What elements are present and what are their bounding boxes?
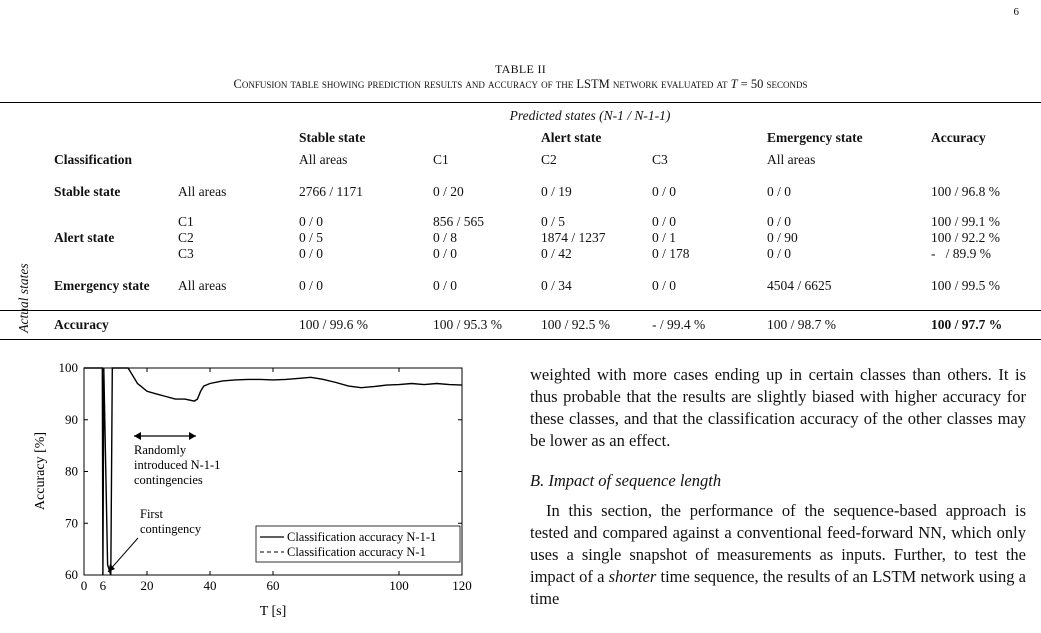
sub-header-c3: C3 xyxy=(652,152,668,167)
paragraph-text: In this section, the performance of the sequence-based approach is tested and compared against a conventional feed-forward NN, which only uses a single snapshot of measurements as inputs. Further, to test the impact of a xyxy=(530,501,1026,586)
table-cell: 0 / 90 xyxy=(767,230,798,245)
col-group-stable: Stable state xyxy=(299,130,366,145)
y-tick-label: 60 xyxy=(65,567,78,582)
accuracy-cell: - / 99.4 % xyxy=(652,317,706,332)
row-area: All areas xyxy=(178,278,227,293)
x-axis-label: T [s] xyxy=(259,604,287,619)
annotation-first-contingency xyxy=(108,507,202,572)
predicted-states-header: Predicted states (N-1 / N-1-1) xyxy=(509,108,671,123)
accuracy-row-label: Accuracy xyxy=(54,317,109,332)
row-group-alert: Alert state xyxy=(54,230,115,245)
table-cell: 0 / 5 xyxy=(299,230,324,245)
table-title-variable: T xyxy=(730,77,738,91)
page-number: 6 xyxy=(1013,6,1019,18)
body-text xyxy=(530,364,1026,633)
y-axis-label: Accuracy [%] xyxy=(33,431,48,511)
table-bottom-rule xyxy=(0,339,1041,340)
col-group-emergency: Emergency state xyxy=(767,130,863,145)
table-cell: 0 / 178 xyxy=(652,246,690,261)
table-label: TABLE II xyxy=(494,62,547,76)
row-area: All areas xyxy=(178,184,227,199)
accuracy-cell: 100 / 95.3 % xyxy=(433,317,502,332)
table-cell: 0 / 0 xyxy=(652,278,677,293)
annotation-line: Randomly xyxy=(134,443,187,457)
accuracy-cell: 100 / 92.5 % xyxy=(541,317,610,332)
annotation-line: introduced N-1-1 xyxy=(134,458,221,472)
table-cell: 0 / 34 xyxy=(541,278,572,293)
table-cell: 0 / 20 xyxy=(433,184,464,199)
row-accuracy: 100 / 99.5 % xyxy=(931,278,1000,293)
accuracy-cell: 100 / 99.6 % xyxy=(299,317,368,332)
row-area: C2 xyxy=(178,230,194,245)
table-cell: 0 / 0 xyxy=(299,214,324,229)
table-cell: 0 / 0 xyxy=(767,246,792,261)
col-group-alert: Alert state xyxy=(541,130,602,145)
paragraph-text: time sequence, the results of an LSTM network using a time xyxy=(530,567,1026,608)
table-cell: 0 / 42 xyxy=(541,246,572,261)
table-title-part-2: = 50 seconds xyxy=(737,77,808,91)
row-area: C3 xyxy=(178,246,194,261)
accuracy-cell: 100 / 98.7 % xyxy=(767,317,836,332)
row-group-emergency: Emergency state xyxy=(54,278,150,293)
table-top-rule xyxy=(0,102,1041,103)
table-cell: 856 / 565 xyxy=(433,214,485,229)
table-title xyxy=(0,76,1041,92)
table-cell: 0 / 8 xyxy=(433,230,458,245)
arrow-head-right xyxy=(189,432,196,440)
table-cell: 0 / 0 xyxy=(433,246,458,261)
table-cell: 0 / 1 xyxy=(652,230,677,245)
section-heading: B. Impact of sequence length xyxy=(530,471,722,490)
x-tick-label: 40 xyxy=(203,578,217,593)
row-accuracy: 100 / 96.8 % xyxy=(931,184,1000,199)
x-tick-label: 60 xyxy=(266,578,280,593)
annotation-line: contingencies xyxy=(134,473,203,487)
emphasis: shorter xyxy=(608,567,657,586)
table-cell: 1874 / 1237 xyxy=(541,230,606,245)
sub-header-stable-all: All areas xyxy=(299,152,348,167)
legend-entry-n1: Classification accuracy N-1 xyxy=(287,545,426,559)
x-tick-label: 6 xyxy=(99,578,107,593)
x-tick-label: 100 xyxy=(389,578,409,593)
y-tick-label: 80 xyxy=(65,463,78,479)
table-cell: 0 / 0 xyxy=(767,214,792,229)
classification-header: Classification xyxy=(54,152,133,167)
table-cell: 0 / 0 xyxy=(767,184,792,199)
table-cell: 0 / 0 xyxy=(652,214,677,229)
y-tick-label: 90 xyxy=(65,411,78,427)
table-cell: 4504 / 6625 xyxy=(767,278,832,293)
row-area: C1 xyxy=(178,214,194,229)
table-caption xyxy=(0,62,1041,92)
x-tick-label: 20 xyxy=(140,578,154,593)
arrow-head-left xyxy=(134,432,141,440)
accuracy-header: Accuracy xyxy=(931,130,986,145)
annotation-line: contingency xyxy=(140,522,202,536)
table-cell: 0 / 0 xyxy=(652,184,677,199)
table-cell: 0 / 5 xyxy=(541,214,566,229)
legend-entry-n11: Classification accuracy N-1-1 xyxy=(287,530,437,544)
x-tick-label: 0 xyxy=(80,578,88,593)
table-cell: 0 / 0 xyxy=(299,246,324,261)
table-mid-rule xyxy=(0,310,1041,311)
sub-header-c1: C1 xyxy=(433,152,449,167)
row-accuracy: 100 / 99.1 % xyxy=(931,214,1000,229)
sub-header-emergency-all: All areas xyxy=(767,152,816,167)
y-tick-label: 70 xyxy=(65,515,78,531)
row-accuracy: 100 / 92.2 % xyxy=(931,230,1000,245)
legend xyxy=(256,526,460,562)
accuracy-chart xyxy=(22,358,482,630)
table-cell: 0 / 0 xyxy=(299,278,324,293)
actual-states-header: Actual states xyxy=(16,263,31,333)
table-title-part-1: Confusion table showing prediction results and accuracy of the LSTM network evaluated at xyxy=(233,77,731,91)
x-tick-label: 120 xyxy=(452,578,472,593)
row-accuracy: - / 89.9 % xyxy=(931,246,991,261)
row-group-stable: Stable state xyxy=(54,184,121,199)
paragraph: weighted with more cases ending up in certain classes than others. It is thus probable that the results are slightly biased with higher accuracy for these classes, and that the classification accuracy of the other classes may be lower as an effect. xyxy=(530,365,1026,450)
table-cell: 0 / 19 xyxy=(541,184,572,199)
total-accuracy: 100 / 97.7 % xyxy=(931,317,1003,332)
y-tick-label: 100 xyxy=(58,360,78,375)
paragraph xyxy=(530,500,1026,610)
annotation-line: First xyxy=(140,507,163,521)
table-cell: 2766 / 1171 xyxy=(299,184,363,199)
table-cell: 0 / 0 xyxy=(433,278,458,293)
annotation-randomly-introduced xyxy=(134,432,220,487)
sub-header-c2: C2 xyxy=(541,152,557,167)
